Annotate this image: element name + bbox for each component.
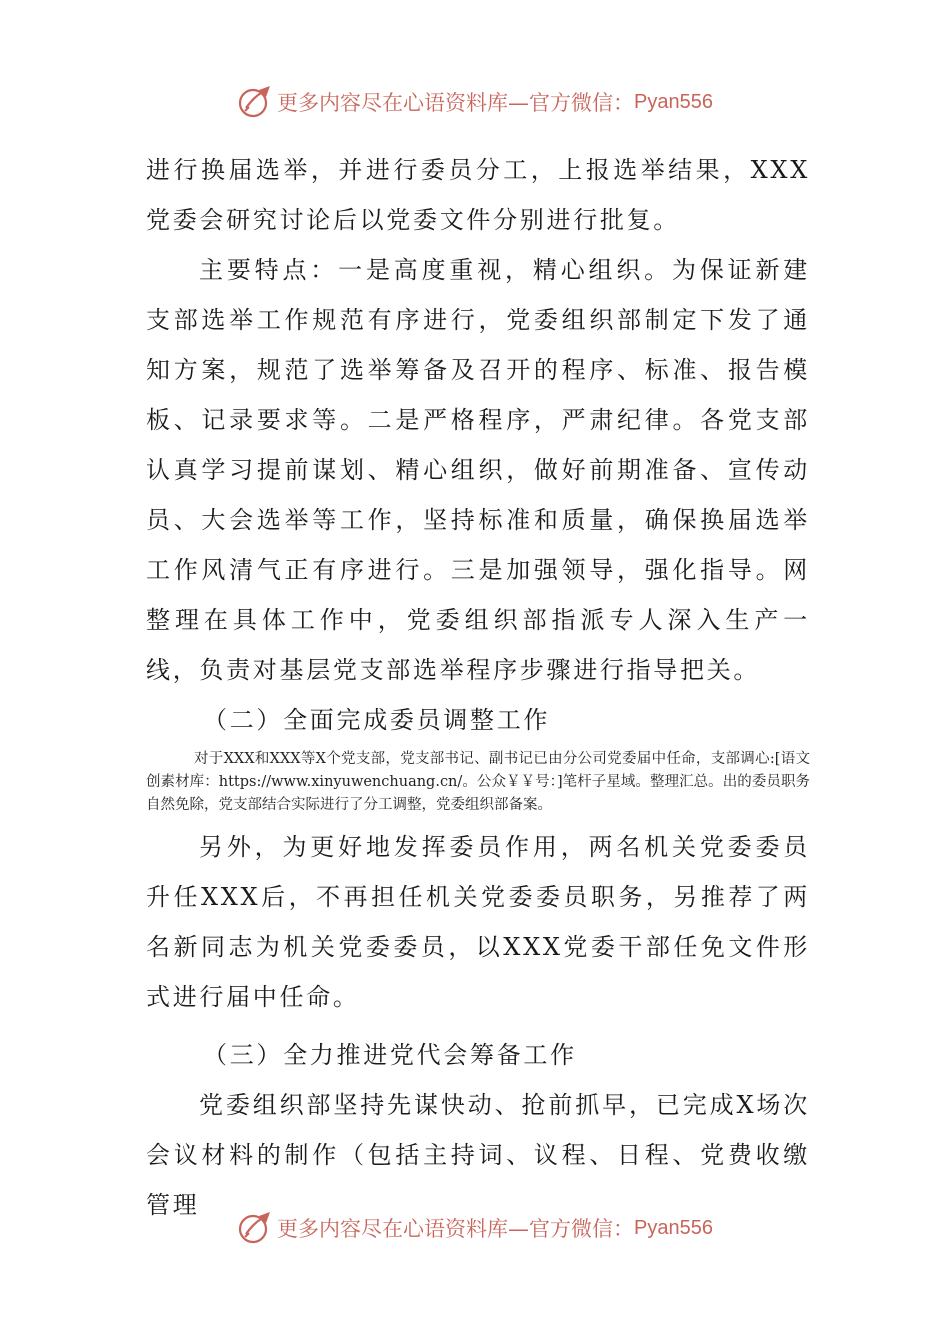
banner-wechat-id: Pyan556 [634,1216,713,1239]
paragraph-additional: 另外，为更好地发挥委员作用，两名机关党委委员升任XXX后，不再担任机关党委委员职务，另推荐了两名新同志为机关党委委员，以XXX党委干部任免文件形式进行届中任命。 [146,833,810,1011]
banner-text: 更多内容尽在心语资料库—官方微信： [277,1217,635,1241]
section-heading-3: （三）全力推进党代会筹备工作 [203,1041,577,1069]
pen-logo-icon [237,1210,273,1246]
pen-logo-icon [237,84,273,120]
header-watermark-banner [0,82,950,122]
section-heading-2: （二）全面完成委员调整工作 [203,706,551,734]
banner-text: 更多内容尽在心语资料库—官方微信： [277,91,635,115]
paragraph-preparation: 党委组织部坚持先谋快动、抢前抓早，已完成X场次会议材料的制作（包括主持词、议程、日程、党费收缴管理 [146,1091,810,1219]
paragraph-main-features: 主要特点：一是高度重视，精心组织。为保证新建支部选举工作规范有序进行，党委组织部制定下发了通知方案，规范了选举筹备及召开的程序、标准、报告模板、记录要求等。二是严格程序，严肃纪律。各党支部认真学习提前谋划、精心组织，做好前期准备、宣传动员、大会选举等工作，坚持标准和质量，确保换届选举工作风清气正有序进行。三是加强领导，强化指导。网整理在具体工作中，党委组织部指派专人深入生产一线，负责对基层党支部选举程序步骤进行指导把关。 [146,256,810,684]
banner-wechat-id: Pyan556 [634,90,713,113]
document-body [146,145,810,1230]
paragraph-1: 进行换届选举，并进行委员分工，上报选举结果，XXX党委会研究讨论后以党委文件分别进行批复。 [146,156,810,234]
paragraph-small-note: 对于XXX和XXX等X个党支部，党支部书记、副书记已由分公司党委届中任命，支部调心:[语文创素材库：https://www.xinyuwenchuang.cn/。公众￥￥号：]笔杆子星域。整理汇总。出的委员职务自然免除，党支部结合实际进行了分工调整，党委组织部备案。 [146,751,810,813]
footer-watermark-banner [0,1208,950,1248]
